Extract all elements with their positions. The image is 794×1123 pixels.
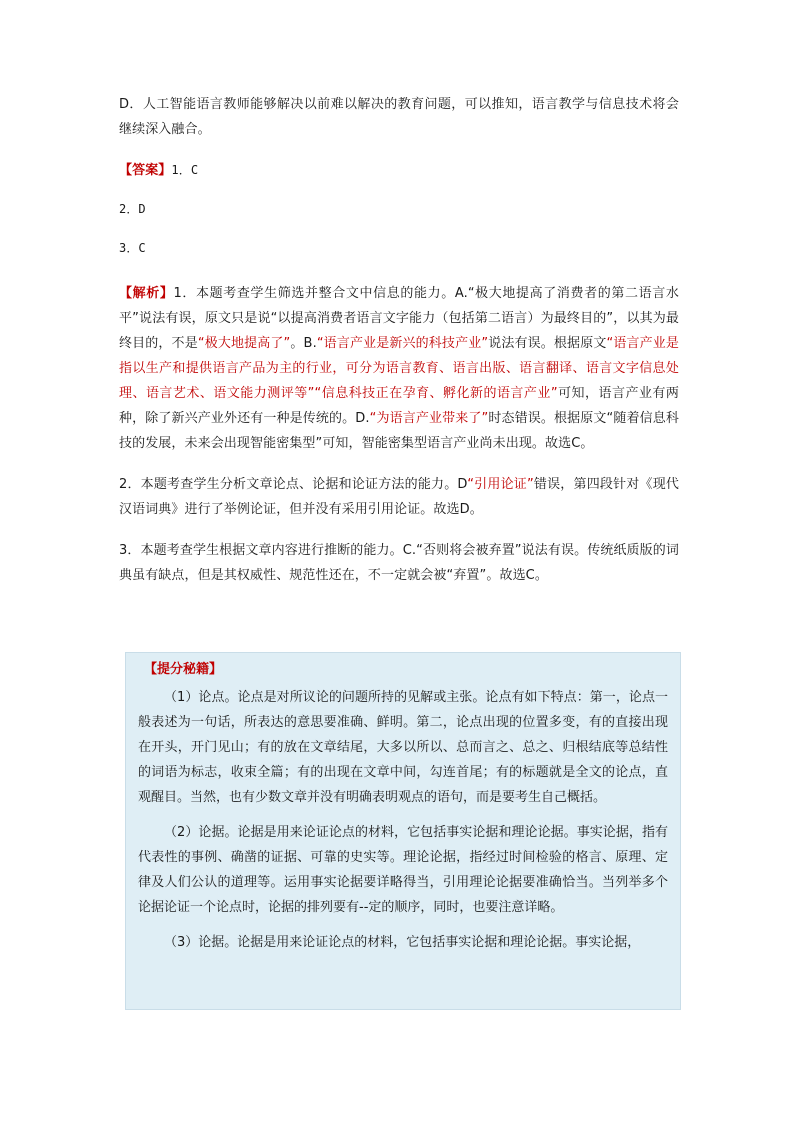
tips-title: 【提分秘籍】: [144, 662, 223, 677]
option-d-paragraph: [119, 92, 679, 142]
option-d-text: D．人工智能语言教师能够解决以前难以解决的教育问题，可以推知，语言教学与信息技术将会继续深入融合。: [119, 97, 679, 137]
analysis-2-text: 2．本题考查学生分析文章论点、论据和论证方法的能力。D: [119, 477, 468, 492]
analysis-paragraph-1: [119, 281, 679, 456]
answer-tag: 【答案】: [119, 163, 172, 178]
analysis-tag: 【解析】: [119, 286, 174, 301]
answer-2: 2．D: [119, 202, 146, 216]
analysis-1-text: 时态错误。根据原文“随着信息科技的发展，未来会出现智能密集型”可知，智能密集型语言产业尚未出现。故选C。: [119, 411, 679, 451]
document-body: [119, 92, 679, 604]
tips-paragraph-3: （3）论据。论据是用来论证论点的材料，它包括事实论据和理论论据。事实论据，: [164, 935, 641, 950]
analysis-1-quote-red: “极大地提高了”: [197, 336, 291, 351]
analysis-1-quote: “极大地提高了消费者的第二语言水平”: [119, 286, 679, 326]
analysis-1-text: 说法有误，原文只是说“以提高消费者语言文字能力（包括第二语言）为最终目的”，以其为最终目的，不是: [119, 311, 680, 351]
analysis-1-text: 可知，语言产业有两种，除了新兴产业外还有一种是传统的。D.: [119, 386, 679, 426]
answer-line-1: [119, 158, 679, 183]
analysis-1-quote-red: “语言产业是新兴的科技产业”: [316, 336, 489, 351]
analysis-paragraph-2: [119, 472, 679, 522]
analysis-1-quote-red: “为语言产业带来了”: [369, 411, 489, 426]
tips-paragraph-2: （2）论据。论据是用来论证论点的材料，它包括事实论据和理论论据。事实论据，指有代表性的事例、确凿的证据、可靠的史实等。理论论据，指经过时间检验的格言、原理、定律及人们公认的道理等。运用事实论据要详略得当，引用理论论据要准确恰当。当列举多个论据论证一个论点时，论据的排列要有--定的顺序，同时，也要注意详略。: [138, 825, 668, 915]
analysis-1-quote-red: “语言产业是指以生产和提供语言产品为主的行业，可分为语言教育、语言出版、语言翻译、语言文字信息处理、语言艺术、语文能力测评等”: [119, 336, 679, 401]
analysis-1-quote-red: “信息科技正在孕育、孵化新的语言产业”: [314, 386, 558, 401]
answer-3: 3．C: [119, 241, 146, 255]
analysis-2-quote-red: “引用论证”: [467, 477, 534, 492]
answer-1: 1．C: [171, 163, 199, 177]
answer-line-2: [119, 197, 679, 222]
tips-box: [125, 652, 681, 1010]
answer-line-3: [119, 236, 679, 261]
analysis-1-text: 。B.: [290, 336, 317, 351]
tips-paragraph-1: （1）论点。论点是对所议论的问题所持的见解或主张。论点有如下特点：第一，论点一般表述为一句话，所表达的意思要准确、鲜明。第二，论点出现的位置多变，有的直接出现在开头，开门见山；有的放在文章结尾，大多以所以、总而言之、总之、归根结底等总结性的词语为标志，收束全篇；有的出现在文章中间，勾连首尾；有的标题就是全文的论点，直观醒目。当然，也有少数文章并没有明确表明观点的语句，而是要考生自己概括。: [138, 690, 668, 805]
analysis-paragraph-3: [119, 538, 679, 588]
analysis-2-text: 错误，第四段针对《现代汉语词典》进行了举例论证，但并没有采用引用论证。故选D。: [119, 477, 679, 517]
analysis-1-text: 1．本题考查学生筛选并整合文中信息的能力。A.: [173, 286, 468, 301]
analysis-3-text: 3．本题考查学生根据文章内容进行推断的能力。C.“否则将会被弃置”说法有误。传统纸质版的词典虽有缺点，但是其权威性、规范性还在，不一定就会被“弃置”。故选C。: [119, 543, 679, 583]
analysis-1-text: 说法有误。根据原文: [488, 336, 607, 351]
